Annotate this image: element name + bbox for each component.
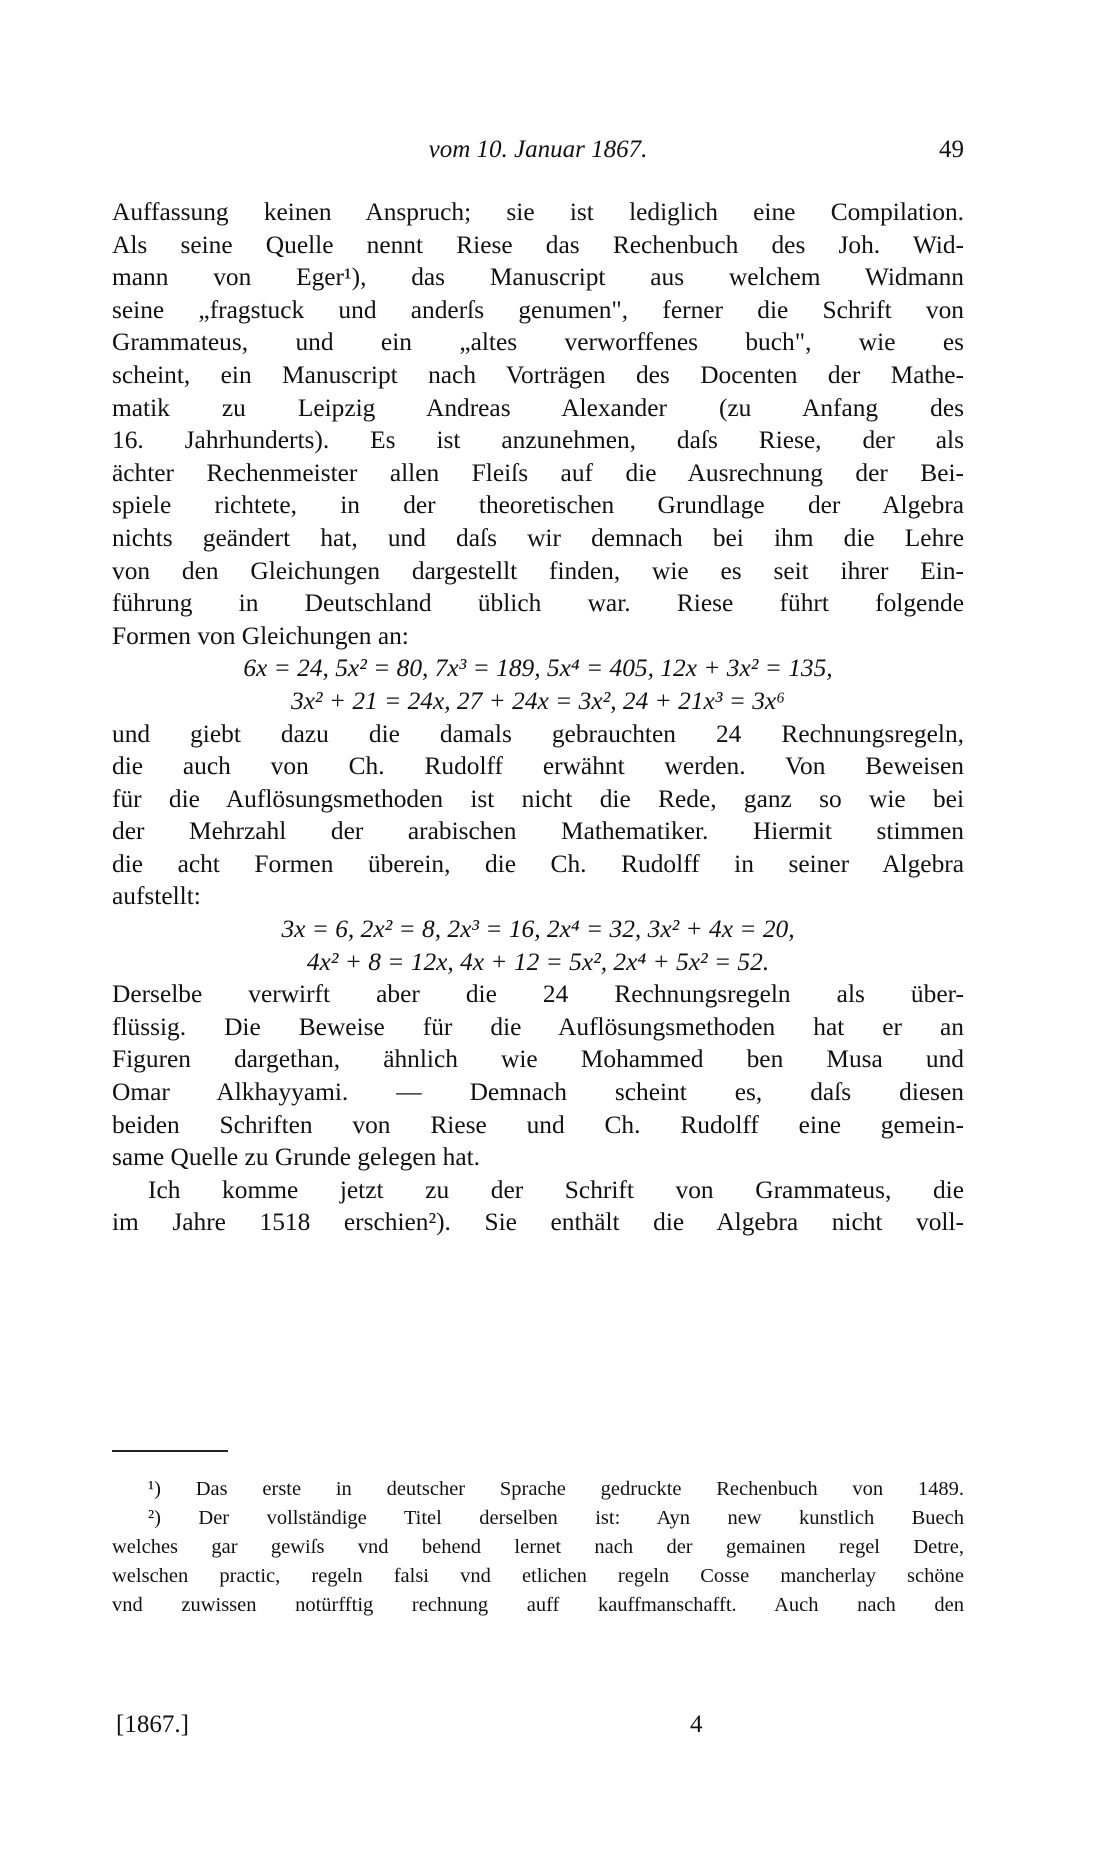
- text-line: mann von Eger¹), das Manuscript aus welchem Widmann: [112, 263, 964, 292]
- text-line: Auffassung keinen Anspruch; sie ist lediglich eine Compilation.: [112, 198, 964, 226]
- equation-line-riese: 6x = 24, 5x² = 80, 7x³ = 189, 5x⁴ = 405, 12x + 3x² = 135,: [243, 654, 833, 683]
- footnote-1: ¹) Das erste in deutscher Sprache gedruckte Rechenbuch von 1489.: [148, 1478, 964, 1500]
- equation-line-riese: 3x² + 21 = 24x, 27 + 24x = 3x², 24 + 21x³ = 3x⁶: [290, 686, 786, 715]
- footnote-2-continued: vnd zuwissen notürfftig rechnung auff kauffmanschafft. Auch nach den: [112, 1594, 964, 1616]
- sheet-number: 4: [690, 1711, 703, 1738]
- text-line: seine „fragstuck und anderſs genumen", ferner die Schrift von: [112, 295, 964, 324]
- text-line: aufstellt:: [112, 882, 201, 911]
- footnote-2: ²) Der vollständige Titel derselben ist: Ayn new kunstlich Buech: [148, 1507, 964, 1529]
- text-line: scheint, ein Manuscript nach Vorträgen des Docenten der Mathe-: [112, 360, 964, 389]
- text-line: beiden Schriften von Riese und Ch. Rudolff eine gemein-: [112, 1110, 964, 1139]
- year-mark: [1867.]: [116, 1711, 189, 1738]
- text-line: Formen von Gleichungen an:: [112, 621, 409, 650]
- page-number: 49: [939, 136, 964, 163]
- running-title: vom 10. Januar 1867.: [428, 136, 648, 163]
- text-line: Figuren dargethan, ähnlich wie Mohammed ben Musa und: [112, 1045, 964, 1074]
- text-line: Omar Alkhayyami. — Demnach scheint es, daſs diesen: [112, 1078, 964, 1107]
- footnotes: [112, 1475, 964, 1620]
- text-line: Ich komme jetzt zu der Schrift von Grammateus, die: [148, 1175, 964, 1204]
- text-line: 16. Jahrhunderts). Es ist anzunehmen, daſs Riese, der als: [112, 426, 964, 455]
- text-line: ächter Rechenmeister allen Fleiſs auf die Ausrechnung der Bei-: [112, 458, 964, 487]
- text-line: von den Gleichungen dargestellt finden, wie es seit ihrer Ein-: [112, 556, 964, 585]
- text-line: die acht Formen überein, die Ch. Rudolff in seiner Algebra: [112, 849, 964, 878]
- text-line: und giebt dazu die damals gebrauchten 24 Rechnungsregeln,: [112, 719, 964, 748]
- footnote-2-continued: welschen practic, regeln falsi vnd etlichen regeln Cosse mancherlay schöne: [112, 1565, 964, 1587]
- text-line: Als seine Quelle nennt Riese das Rechenbuch des Joh. Wid-: [112, 230, 964, 259]
- text-line: matik zu Leipzig Andreas Alexander (zu Anfang des: [112, 393, 964, 422]
- text-line: Grammateus, und ein „altes verworffenes buch", wie es: [112, 328, 964, 357]
- equation-line-rudolff: 4x² + 8 = 12x, 4x + 12 = 5x², 2x⁴ + 5x² = 52.: [306, 947, 770, 976]
- equation-line-rudolff: 3x = 6, 2x² = 8, 2x³ = 16, 2x⁴ = 32, 3x² + 4x = 20,: [281, 915, 795, 944]
- text-line: die auch von Ch. Rudolff erwähnt werden. Von Beweisen: [112, 752, 964, 781]
- text-line: flüssig. Die Beweise für die Auflösungsmethoden hat er an: [112, 1012, 964, 1041]
- text-line: Derselbe verwirft aber die 24 Rechnungsregeln als über-: [112, 980, 964, 1009]
- text-line: spiele richtete, in der theoretischen Grundlage der Algebra: [112, 491, 964, 520]
- running-header: [112, 136, 964, 176]
- body-text: [112, 196, 964, 1239]
- text-line: für die Auflösungsmethoden ist nicht die Rede, ganz so wie bei: [112, 784, 964, 813]
- text-line: same Quelle zu Grunde gelegen hat.: [112, 1143, 481, 1172]
- text-line: der Mehrzahl der arabischen Mathematiker. Hiermit stimmen: [112, 817, 964, 846]
- text-line: nichts geändert hat, und daſs wir demnach bei ihm die Lehre: [112, 523, 964, 552]
- footnote-2-continued: welches gar gewiſs vnd behend lernet nach der gemainen regel Detre,: [112, 1536, 964, 1558]
- text-line: im Jahre 1518 erschien²). Sie enthält die Algebra nicht voll-: [112, 1208, 964, 1237]
- text-line: führung in Deutschland üblich war. Riese führt folgende: [112, 589, 964, 618]
- footnote-separator: [112, 1450, 228, 1452]
